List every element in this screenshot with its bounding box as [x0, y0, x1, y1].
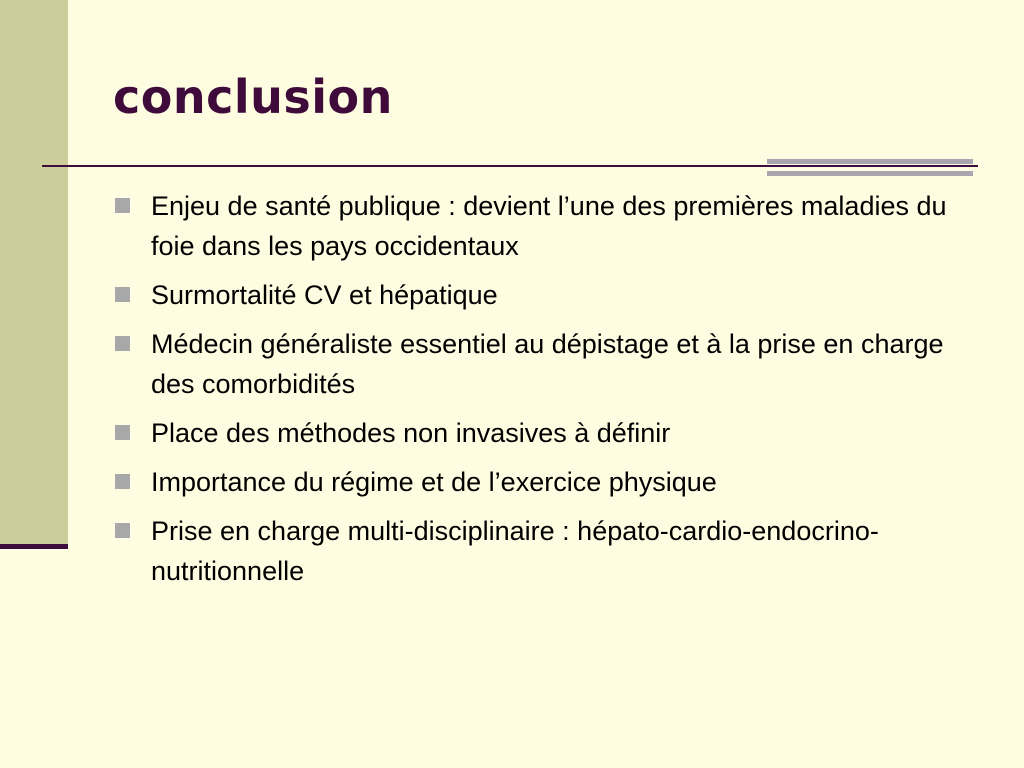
- bullet-item: [113, 275, 983, 315]
- bullet-text: Enjeu de santé publique : devient l’une des premières maladies du foie dans les pays occidentaux: [151, 191, 947, 261]
- left-band-rule: [0, 544, 68, 549]
- square-bullet-icon: [115, 198, 130, 213]
- bullet-item: [113, 413, 983, 453]
- square-bullet-icon: [115, 336, 130, 351]
- bullet-item: [113, 462, 983, 502]
- accent-bar-top: [767, 159, 973, 164]
- bullet-text: Surmortalité CV et hépatique: [151, 280, 498, 310]
- bullet-list: [113, 186, 983, 600]
- bullet-text: Place des méthodes non invasives à définir: [151, 418, 671, 448]
- square-bullet-icon: [115, 474, 130, 489]
- bullet-item: [113, 186, 983, 266]
- accent-bar-bottom: [767, 171, 973, 176]
- bullet-text: Prise en charge multi-disciplinaire : hépato-cardio-endocrino-nutritionnelle: [151, 516, 879, 586]
- bullet-text: Importance du régime et de l’exercice physique: [151, 467, 717, 497]
- square-bullet-icon: [115, 425, 130, 440]
- bullet-text: Médecin généraliste essentiel au dépistage et à la prise en charge des comorbidités: [151, 329, 944, 399]
- bullet-item: [113, 511, 983, 591]
- title-underline-rule: [42, 165, 978, 167]
- bullet-item: [113, 324, 983, 404]
- square-bullet-icon: [115, 287, 130, 302]
- square-bullet-icon: [115, 523, 130, 538]
- slide-title: conclusion: [113, 70, 393, 124]
- left-decorative-band: [0, 0, 68, 546]
